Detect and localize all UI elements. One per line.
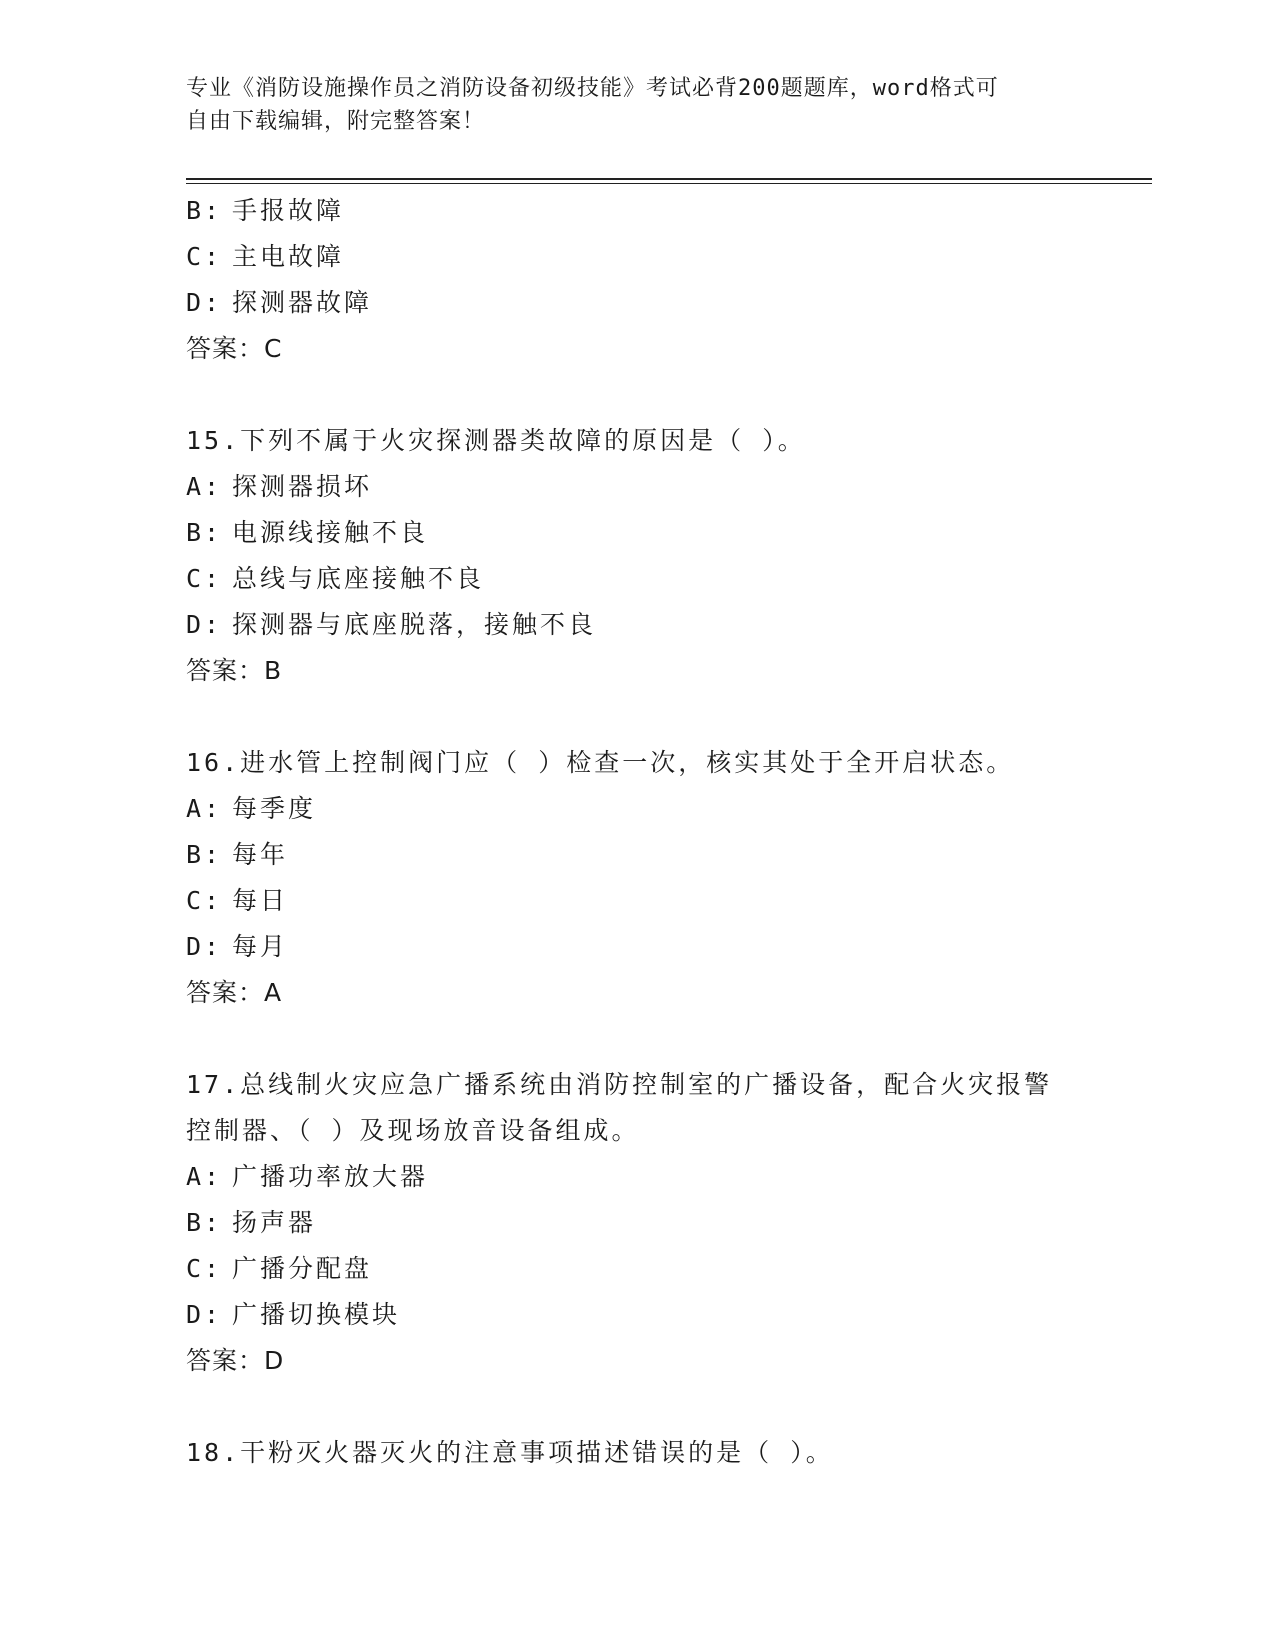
option-text: 广播切换模块: [232, 1300, 401, 1329]
question-stem: 17.总线制火灾应急广播系统由消防控制室的广播设备，配合火灾报警: [186, 1070, 1053, 1099]
option-a: [186, 464, 1086, 510]
option-b: [186, 188, 1086, 234]
option-text: 每月: [232, 932, 289, 961]
option-text: 手报故障: [232, 196, 345, 225]
option-text: 总线与底座接触不良: [232, 564, 485, 593]
option-text: 每年: [232, 840, 289, 869]
option-c: [186, 878, 1086, 924]
answer-line: 答案：D: [186, 1346, 285, 1375]
option-text: 广播功率放大器: [232, 1162, 429, 1191]
option-text: 广播分配盘: [232, 1254, 373, 1283]
question-15: [186, 418, 1086, 694]
option-text: 电源线接触不良: [232, 518, 429, 547]
option-a: [186, 786, 1086, 832]
option-label: D:: [186, 932, 223, 961]
option-label: D:: [186, 610, 223, 639]
option-label: D:: [186, 1300, 223, 1329]
option-c: [186, 1246, 1086, 1292]
option-text: 探测器损坏: [232, 472, 373, 501]
option-label: B:: [186, 518, 223, 547]
option-label: C:: [186, 564, 223, 593]
question-16: [186, 740, 1086, 1016]
answer-line: 答案：C: [186, 334, 283, 363]
question-stem: 16.进水管上控制阀门应（ ）检查一次，核实其处于全开启状态。: [186, 748, 1015, 777]
option-text: 每季度: [232, 794, 317, 823]
option-label: C:: [186, 886, 223, 915]
option-text: 主电故障: [232, 242, 345, 271]
option-text: 探测器故障: [232, 288, 373, 317]
option-label: A:: [186, 1162, 223, 1191]
question-18: [186, 1430, 1086, 1476]
question-14-continuation: [186, 188, 1086, 372]
option-label: A:: [186, 472, 223, 501]
option-a: [186, 1154, 1086, 1200]
question-stem: 15.下列不属于火灾探测器类故障的原因是（ ）。: [186, 426, 806, 455]
option-label: D:: [186, 288, 223, 317]
option-label: B:: [186, 1208, 223, 1237]
option-c: [186, 234, 1086, 280]
option-d: [186, 602, 1086, 648]
option-text: 扬声器: [232, 1208, 317, 1237]
question-stem: 18.干粉灭火器灭火的注意事项描述错误的是（ ）。: [186, 1438, 834, 1467]
option-label: C:: [186, 1254, 223, 1283]
document-header: [186, 72, 1066, 138]
option-label: B:: [186, 196, 223, 225]
option-text: 探测器与底座脱落，接触不良: [232, 610, 597, 639]
option-text: 每日: [232, 886, 289, 915]
option-d: [186, 280, 1086, 326]
header-title-line-1: 专业《消防设施操作员之消防设备初级技能》考试必背200题题库，word格式可: [186, 76, 999, 101]
option-label: C:: [186, 242, 223, 271]
question-stem-continued: 控制器、（ ）及现场放音设备组成。: [186, 1116, 640, 1145]
option-b: [186, 1200, 1086, 1246]
header-divider-thick: [186, 178, 1152, 180]
option-c: [186, 556, 1086, 602]
header-divider-thin: [186, 183, 1152, 184]
option-d: [186, 924, 1086, 970]
option-label: A:: [186, 794, 223, 823]
header-title-line-2: 自由下载编辑，附完整答案！: [186, 109, 486, 134]
option-b: [186, 832, 1086, 878]
answer-line: 答案：A: [186, 978, 283, 1007]
option-label: B:: [186, 840, 223, 869]
option-b: [186, 510, 1086, 556]
question-17: [186, 1062, 1086, 1384]
answer-line: 答案：B: [186, 656, 283, 685]
option-d: [186, 1292, 1086, 1338]
question-list: [186, 188, 1086, 1476]
